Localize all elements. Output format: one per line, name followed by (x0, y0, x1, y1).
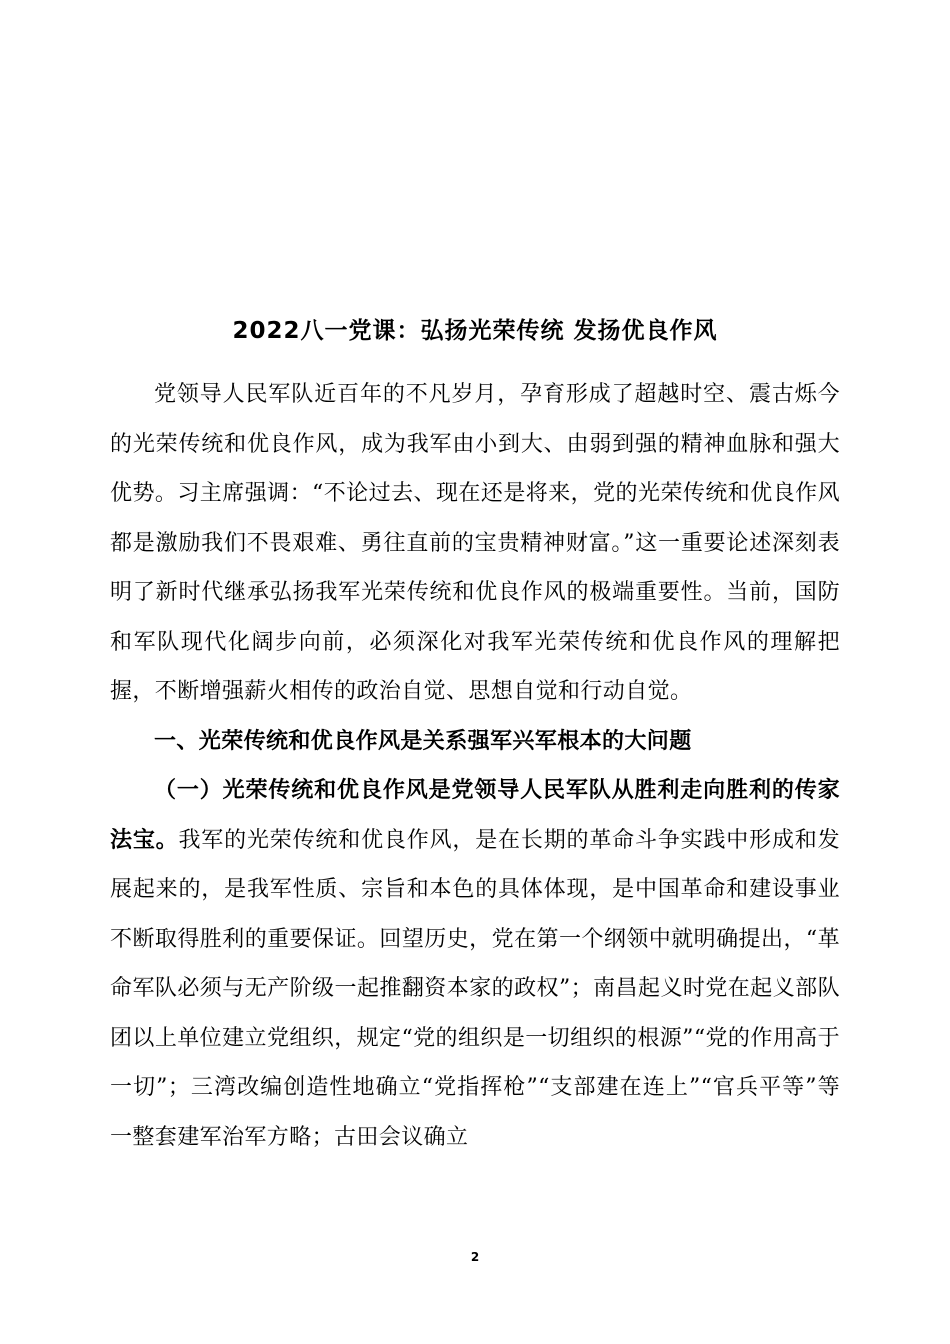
page-number: 2 (470, 1250, 480, 1264)
section-heading: 一、光荣传统和优良作风是关系强军兴军根本的大问题 (154, 728, 692, 754)
subsection-lead: （一）光荣传统和优良作风是党领导人民军队从胜利走向胜利的传家法宝。 (110, 778, 840, 853)
document-title: 2022八一党课：弘扬光荣传统 发扬优良作风 (232, 318, 718, 344)
subsection-paragraph (110, 766, 840, 1162)
intro-paragraph: 党领导人民军队近百年的不凡岁月，孕育形成了超越时空、震古烁今的光荣传统和优良作风，成为我军由小到大、由弱到强的精神血脉和强大优势。习主席强调：“不论过去、现在还是将来，党的光荣传统和优良作风都是激励我们不畏艰难、勇往直前的宝贵精神财富。”这一重要论述深刻表明了新时代继承弘扬我军光荣传统和优良作风的极端重要性。当前，国防和军队现代化阔步向前，必须深化对我军光荣传统和优良作风的理解把握，不断增强薪火相传的政治自觉、思想自觉和行动自觉。 (110, 382, 840, 704)
document-body (110, 370, 840, 1162)
subsection-text: 我军的光荣传统和优良作风，是在长期的革命斗争实践中形成和发展起来的，是我军性质、宗旨和本色的具体体现，是中国革命和建设事业不断取得胜利的重要保证。回望历史，党在第一个纲领中就明确提出，“革命军队必须与无产阶级一起推翻资本家的政权”；南昌起义时党在起义部队团以上单位建立党组织，规定“党的组织是一切组织的根源”“党的作用高于一切”；三湾改编创造性地确立“党指挥枪”“支部建在连上”“官兵平等”等一整套建军治军方略；古田会议确立 (110, 827, 840, 1150)
